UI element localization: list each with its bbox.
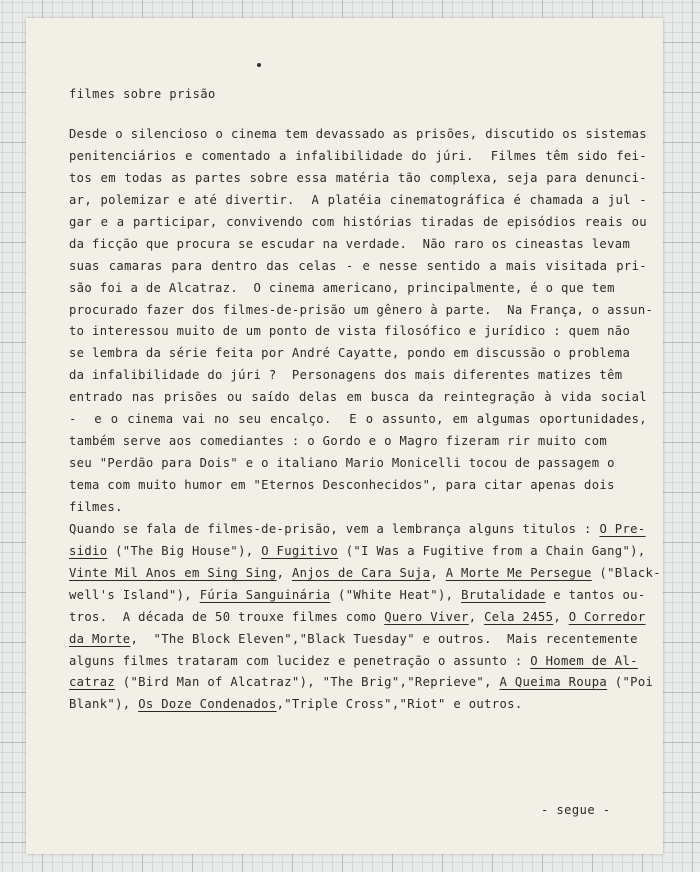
text-line: seu "Perdão para Dois" e o italiano Mario Monicelli tocou de passagem o	[69, 456, 615, 471]
text-line: procurado fazer dos filmes-de-prisão um gênero à parte. Na França, o assun-	[69, 302, 654, 317]
film-title: Quero Viver	[384, 609, 469, 624]
text-line: sidio ("The Big House"), O Fugitivo ("I Was a Fugitive from a Chain Gang"),	[69, 543, 646, 558]
paper-sheet	[26, 18, 663, 854]
film-title: O Corredor	[568, 609, 646, 624]
text-line: Blank"), Os Doze Condenados,"Triple Cross","Riot" e outros.	[69, 697, 523, 712]
film-title: da Morte	[69, 631, 131, 646]
text-line: well's Island"), Fúria Sanguinária ("White Heat"), Brutalidade e tantos ou-	[69, 587, 646, 602]
text-line: - e o cinema vai no seu encalço. E o assunto, em algumas oportunidades,	[69, 412, 647, 427]
film-title: O Homem de Al-	[530, 653, 638, 668]
page-title: filmes sobre prisão	[69, 87, 216, 101]
film-title: Cela 2455	[484, 609, 554, 624]
text-line: são foi a de Alcatraz. O cinema americano, principalmente, é o que tem	[69, 280, 615, 295]
film-title: sidio	[69, 543, 108, 558]
text-line: Vinte Mil Anos em Sing Sing, Anjos de Cara Suja, A Morte Me Persegue ("Black-	[69, 565, 661, 580]
text-line: gar e a participar, convivendo com histórias tiradas de episódios reais ou	[69, 214, 647, 229]
film-title: O Pre-	[599, 521, 646, 536]
text-line: tos em todas as partes sobre essa matéria tão complexa, seja para denunci-	[69, 170, 647, 185]
text-line: entrado nas prisões ou saído delas em busca da reintegração à vida social	[69, 390, 647, 405]
text-line: Desde o silencioso o cinema tem devassado as prisões, discutido os sistemas	[69, 127, 647, 141]
film-title: Fúria Sanguinária	[199, 587, 331, 602]
typed-body	[69, 124, 659, 716]
ink-dot	[257, 63, 261, 67]
text-line: to interessou muito de um ponto de vista filosófico e jurídico : quem não	[69, 324, 631, 339]
text-line: ar, polemizar e até divertir. A platéia cinematográfica é chamada a jul -	[69, 192, 647, 207]
text-line: tema com muito humor em "Eternos Desconhecidos", para citar apenas dois	[69, 478, 615, 492]
text-line: tros. A década de 50 trouxe filmes como Quero Viver, Cela 2455, O Corredor	[69, 609, 646, 624]
film-title: Anjos de Cara Suja	[291, 565, 431, 580]
text-line: filmes.	[69, 499, 123, 514]
text-line: alguns filmes trataram com lucidez e penetração o assunto : O Homem de Al-	[69, 653, 638, 668]
text-line: penitenciários e comentado a infalibilidade do júri. Filmes têm sido fei-	[69, 148, 647, 163]
film-title: O Fugitivo	[261, 543, 339, 558]
text-line: suas camaras para dentro das celas - e nesse sentido a mais visitada pri-	[69, 258, 647, 273]
film-title: Brutalidade	[461, 587, 546, 602]
film-title: Os Doze Condenados	[138, 697, 277, 712]
film-title: catraz	[69, 675, 116, 690]
text-line: Quando se fala de filmes-de-prisão, vem a lembrança alguns titulos : O Pre-	[69, 521, 646, 536]
film-title: Vinte Mil Anos em Sing Sing	[69, 565, 277, 580]
text-line: se lembra da série feita por André Cayatte, pondo em discussão o problema	[69, 346, 631, 361]
text-line: da infalibilidade do júri ? Personagens dos mais diferentes matizes têm	[69, 368, 623, 383]
film-title: A Morte Me Persegue	[445, 565, 592, 580]
continued-marker: - segue -	[541, 803, 611, 817]
film-title: A Queima Roupa	[499, 675, 608, 690]
text-line: da Morte, "The Block Eleven","Black Tuesday" e outros. Mais recentemente	[69, 631, 638, 646]
text-line: também serve aos comediantes : o Gordo e o Magro fizeram rir muito com	[69, 434, 608, 449]
text-line: da ficção que procura se escudar na verdade. Não raro os cineastas levam	[69, 236, 631, 251]
text-line: catraz ("Bird Man of Alcatraz"), "The Brig","Reprieve", A Queima Roupa ("Poi	[69, 675, 654, 690]
